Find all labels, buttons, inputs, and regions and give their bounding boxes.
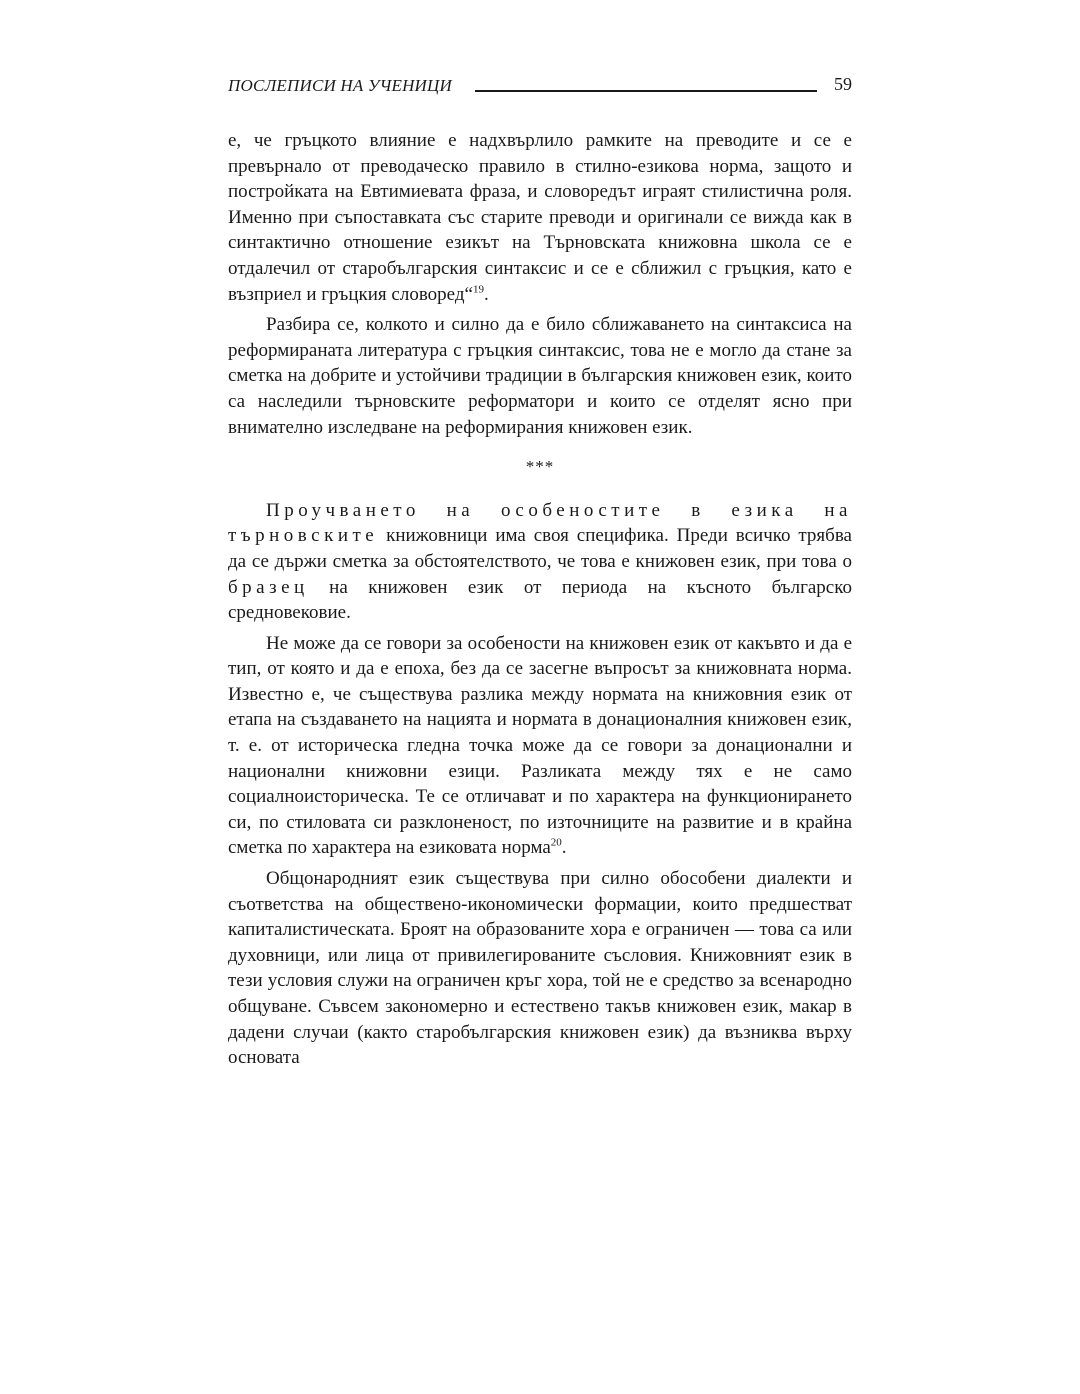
paragraph-3-spaced-text: Проучването на особеностите в езика на търновските [228,499,852,547]
running-header [228,74,852,100]
paragraph-4-end: . [561,837,567,859]
running-title: ПОСЛЕПИСИ НА УЧЕНИЦИ [228,76,452,95]
page-number: 59 [834,74,852,94]
paragraph-3-spaced-word: бразец [228,576,309,598]
header-rule [475,90,817,92]
paragraph-2: Разбира се, колкото и силно да е било сближаването на синтаксиса на реформираната литература с гръцкия синтаксис, това не е могло да стане за сметка на добрите и устойчиви традиции в българския книжовен език, които са наследили търновските реформатори и които се отделят ясно при внимателно изследване на реформирания книжовен език. [228,314,852,438]
paragraph-1-end: . [483,283,489,305]
body-text [228,128,852,1071]
footnote-ref-19: 19 [472,283,484,296]
paragraph-4-text: Не може да се говори за особености на книжовен език от какъвто и да е тип, от която и да е епоха, без да се засегне въпросът за книжовната норма. Известно е, че съществува разлика между нормата на книжовния език от етапа на създаването на нацията и нормата в донационалния книжовен език, т. е. от историческа гледна точка може да се говори за донационални и национални книжовни езици. Разликата между тях е не само социалноисторическа. Те се отличават и по характера на функционирането си, по стиловата си разклоненост, по източниците на развитие и в крайна сметка по характера на езиковата норма [228,632,852,859]
section-separator: *** [525,457,555,477]
paragraph-3-text-b: на книжовен език от периода на късното българско средновековие. [228,576,852,624]
paragraph-1 [228,128,852,307]
paragraph-5: Общонародният език съществува при силно обособени диалекти и съответства на обществено-икономически формации, които предшестват капиталистическата. Броят на образованите хора е ограничен — това са или духовници, или лица от привилегированите съсловия. Книжовният език в тези условия служи на ограничен кръг хора, той не е средство за всенародно общуване. Съвсем закономерно и естествено такъв книжовен език, макар в дадени случаи (както старобългарския книжовен език) да възниква върху основата [228,868,852,1069]
paragraph-1-text: е, че гръцкото влияние е надхвърлило рамките на преводите и се е превърнало от преводаческо правило в стилно-езикова норма, защото и постройката на Евтимиевата фраза, и словоредът играят стилистична роля. Именно при съпоставката със старите преводи и оригинали се вижда как в синтактично отношение езикът на Търновската книжовна школа се е отдалечил от старобългарския синтаксис и се е сближил с гръцкия, като е възприел и гръцкия словоред“ [228,130,852,305]
paragraph-3-text-a: книжовници има своя специфика. Преди всичко трябва да се държи сметка за обстоятелството, че това е книжовен език, при това о [228,525,852,572]
paragraph-3 [228,498,852,626]
footnote-ref-20: 20 [550,837,562,850]
paragraph-4 [228,631,852,861]
